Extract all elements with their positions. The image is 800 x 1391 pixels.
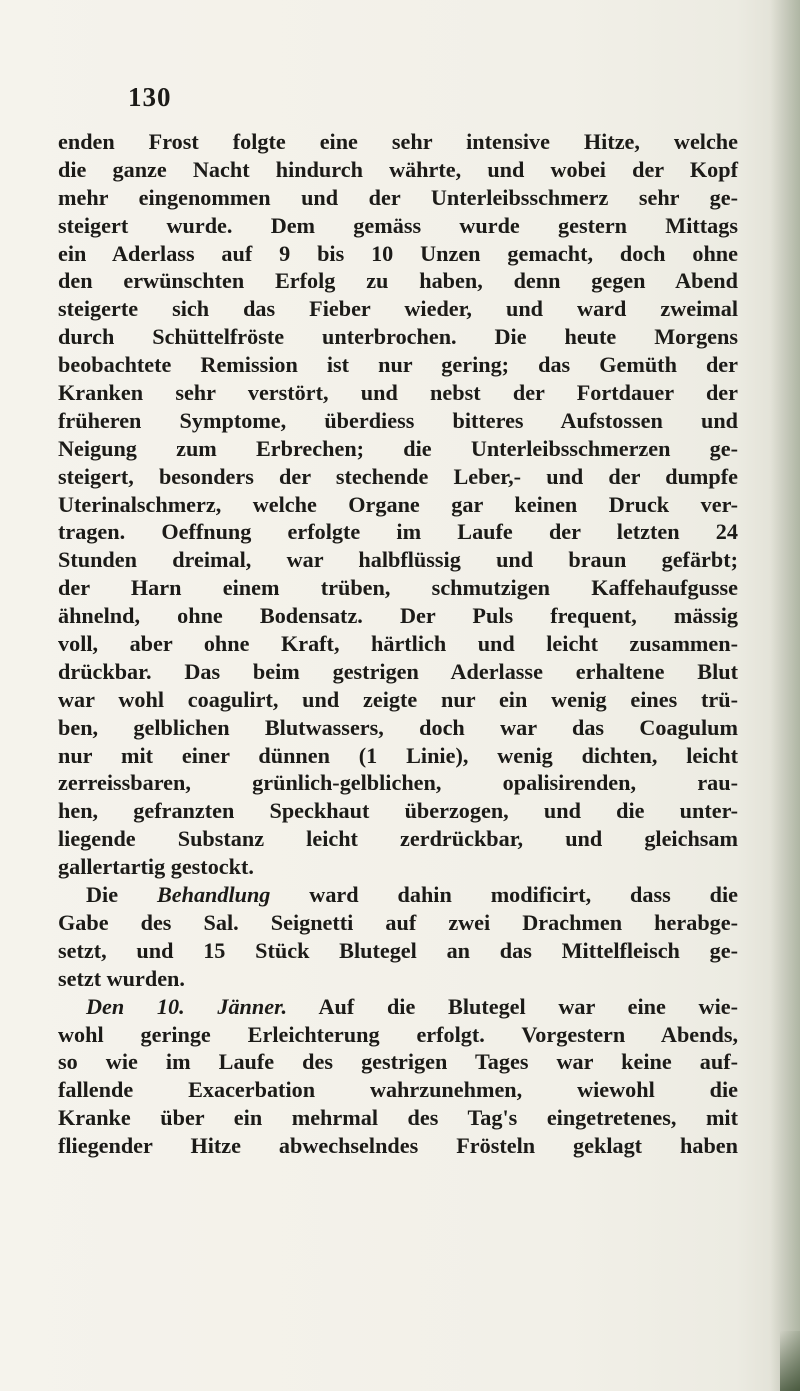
text-line: nur mit einer dünnen (1 Linie), wenig dichten, leicht <box>58 742 738 768</box>
page-corner-shadow <box>780 1331 800 1391</box>
text-line: Uterinalschmerz, welche Organe gar keinen Druck ver- <box>58 491 738 517</box>
text-line: durch Schüttelfröste unterbrochen. Die heute Morgens <box>58 324 738 350</box>
text-line: enden Frost folgte eine sehr intensive Hitze, welche <box>58 129 738 154</box>
text-line: hen, gefranzten Speckhaut überzogen, und die unter- <box>58 798 738 824</box>
text-line: voll, aber ohne Kraft, härtlich und leicht zusammen- <box>58 631 738 657</box>
text-line <box>58 993 738 1021</box>
text-line: den erwünschten Erfolg zu haben, denn gegen Abend <box>58 268 738 294</box>
text-line: war wohl coagulirt, und zeigte nur ein wenig eines trü- <box>58 686 738 712</box>
text-line: der Harn einem trüben, schmutzigen Kaffehaufgusse <box>58 575 738 601</box>
text-line: steigert, besonders der stechende Leber,- und der dumpfe <box>58 463 738 489</box>
text-line: liegende Substanz leicht zerdrückbar, und gleichsam <box>58 826 738 852</box>
text-line: beobachtete Remission ist nur gering; das Gemüth der <box>58 352 738 378</box>
text-line: früheren Symptome, überdiess bitteres Aufstossen und <box>58 407 738 433</box>
italic-heading: Den 10. Jänner. <box>86 993 288 1019</box>
text-line: steigerte sich das Fieber wieder, und ward zweimal <box>58 296 738 322</box>
text-line: setzt, und 15 Stück Blutegel an das Mittelfleisch ge- <box>58 937 738 963</box>
text-line: Gabe des Sal. Seignetti auf zwei Drachmen herabge- <box>58 909 738 935</box>
page-number: 130 <box>128 82 172 112</box>
italic-heading: Behandlung <box>156 882 271 908</box>
text-line: ein Aderlass auf 9 bis 10 Unzen gemacht, doch ohne <box>58 240 738 266</box>
text-line <box>58 881 738 909</box>
text-line: steigert wurde. Dem gemäss wurde gestern Mittags <box>58 212 738 238</box>
text-line: wohl geringe Erleichterung erfolgt. Vorgestern Abends, <box>58 1021 738 1047</box>
text-line: so wie im Laufe des gestrigen Tages war keine auf- <box>58 1049 738 1075</box>
body-text <box>58 128 738 1160</box>
text-line: ähnelnd, ohne Bodensatz. Der Puls frequent, mässig <box>58 603 738 629</box>
page-edge-shadow <box>770 0 800 1391</box>
text-line: Stunden dreimal, war halbflüssig und braun gefärbt; <box>58 547 738 573</box>
text-line-rest: Auf die Blutegel war eine wie- <box>287 993 738 1019</box>
text-line: fallende Exacerbation wahrzunehmen, wiewohl die <box>58 1077 738 1103</box>
text-line: Kranken sehr verstört, und nebst der Fortdauer der <box>58 380 738 406</box>
text-line: mehr eingenommen und der Unterleibsschmerz sehr ge- <box>58 184 738 210</box>
text-line: fliegender Hitze abwechselndes Frösteln geklagt haben <box>58 1133 738 1159</box>
text-line: zerreissbaren, grünlich-gelblichen, opalisirenden, rau- <box>58 770 738 796</box>
text-line: gallertartig gestockt. <box>58 854 254 880</box>
text-line: die ganze Nacht hindurch währte, und wobei der Kopf <box>58 156 738 182</box>
text-line: tragen. Oeffnung erfolgte im Laufe der letzten 24 <box>58 519 738 545</box>
text-line: Neigung zum Erbrechen; die Unterleibsschmerzen ge- <box>58 435 738 461</box>
text-line-lead: Die <box>86 882 157 908</box>
text-line-rest: ward dahin modificirt, dass die <box>270 882 738 908</box>
text-line: setzt wurden. <box>58 965 185 991</box>
text-line: Kranke über ein mehrmal des Tag's eingetretenes, mit <box>58 1105 738 1131</box>
text-line: ben, gelblichen Blutwassers, doch war das Coagulum <box>58 714 738 740</box>
text-line: drückbar. Das beim gestrigen Aderlasse erhaltene Blut <box>58 658 738 684</box>
